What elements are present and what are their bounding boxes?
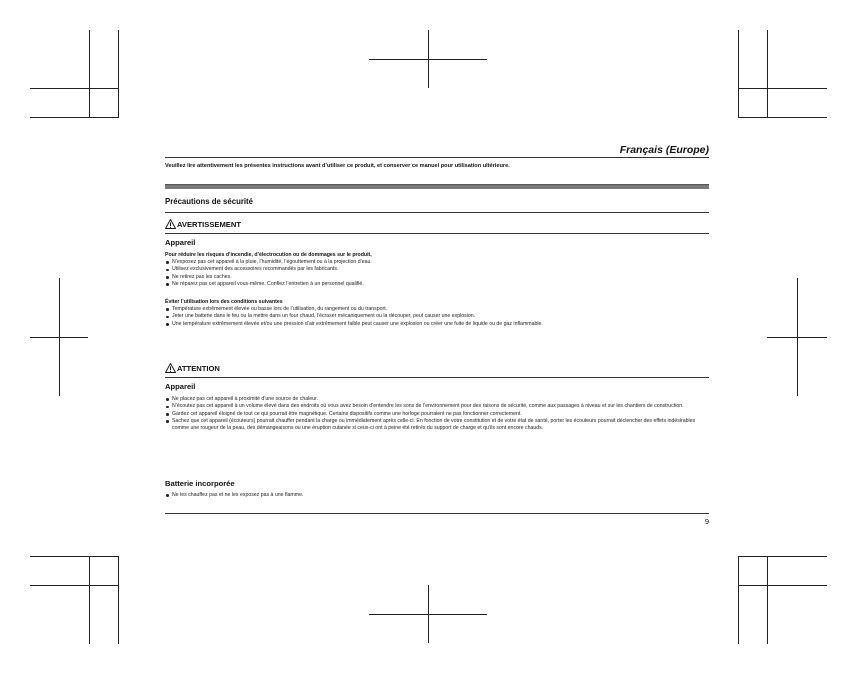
list-item: Ne placez pas cet appareil à proximité d’une source de chaleur. [165,396,709,403]
manual-page [165,0,709,674]
caution-heading [165,363,709,373]
language-label: Français (Europe) [619,144,709,156]
caution-device-heading: Appareil [165,382,196,391]
caution-rule [165,377,709,378]
header-rule [165,157,709,158]
footer-rule [165,513,709,514]
list-item: Utilisez exclusivement des accessoires recommandés par les fabricants. [165,266,709,273]
list-item: Sachez que cet appareil (écouteurs) pourrait chauffer pendant la charge ou immédiatement après celle-ci. En fonction de votre constitution et de votre état de santé, porter les écouteurs pourrait déclencher des effets indésirables comme une rougeur de la peau, des démangeaisons ou une éruption cutanée si ceux-ci ont à peine été retirés du support de charge et qu’ils sont encore chauds. [165,418,709,433]
page-number: 9 [704,517,709,526]
caution-list [165,396,709,432]
warning-list-2 [165,306,709,328]
warning-triangle-icon [165,363,176,373]
warning-heading [165,219,709,229]
section-title: Précautions de sécurité [165,197,253,206]
list-item: N’exposez pas cet appareil à la pluie, l’humidité, l’égouttement ou à la projection d’eau. [165,259,709,266]
caution-label: ATTENTION [177,363,220,373]
warning-triangle-icon [165,219,176,229]
list-item: Jeter une batterie dans le feu ou la mettre dans un four chaud, l’écraser mécaniquement ou la découper, peut causer une explosion. [165,313,709,320]
battery-heading: Batterie incorporée [165,479,235,488]
list-item: Ne retirez pas les caches. [165,274,709,281]
warning-label: AVERTISSEMENT [177,219,241,229]
list-item: Gardez cet appareil éloigné de tout ce qui pourrait être magnétique. Certains dispositifs comme une horloge pourraient ne pas fonctionner correctement. [165,411,709,418]
list-item: Ne les chauffez pas et ne les exposez pas à une flamme. [165,492,709,499]
warning-lead-conditions: Éviter l’utilisation lors des conditions suivantes [165,299,283,305]
battery-list [165,492,709,499]
warning-list-1 [165,259,709,288]
section-rule [165,212,709,213]
list-item: N’écoutez pas cet appareil à un volume élevé dans des endroits où vous avez besoin d’entendre les sons de l’environnement pour des raisons de sécurité, comme aux passages à niveau et sur les chantiers de construction. [165,403,709,410]
intro-text: Veuillez lire attentivement les présentes instructions avant d’utiliser ce produit, et conserver ce manuel pour utilisation ultérieure. [165,163,510,169]
list-item: Une température extrêmement élevée et/ou une pression d’air extrêmement faible peut causer une explosion ou créer une fuite de liquide ou de gaz inflammable. [165,321,709,328]
warning-rule [165,233,709,234]
warning-device-heading: Appareil [165,238,196,247]
list-item: Ne réparez pas cet appareil vous-même. Confiez l’entretien à un personnel qualifié. [165,281,709,288]
list-item: Température extrêmement élevée ou basse lors de l’utilisation, du rangement ou du transport. [165,306,709,313]
warning-lead-risks: Pour réduire les risques d’incendie, d’électrocution ou de dommages sur le produit, [165,252,372,258]
section-band [165,184,709,189]
